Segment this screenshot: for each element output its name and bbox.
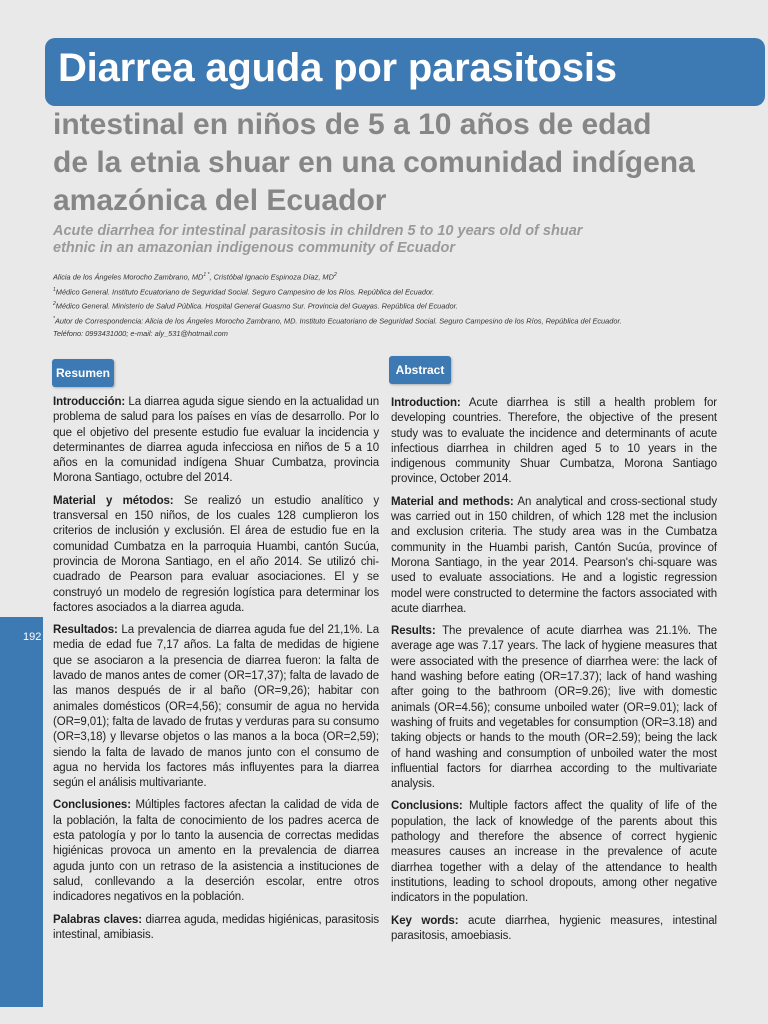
abstract-column — [391, 396, 717, 951]
abstract-section: Results: The prevalence of acute diarrhea was 21.1%. The average age was 7.17 years. The lack of hygiene measures that were associated with the presence of diarrhea were: the lack of hand washing before eating (OR=17.37); lack of hand washing after going to the bathroom (OR=9.26); live with domestic animals (OR=4.56); consume unboiled water (OR=9.01); lack of washing of fruits and vegetables for consumption (OR=3.18) and taking objects or hands to the mouth (OR=2.59); being the lack of hand washing and consumption of unboiled water the most influential factors for diarrhea according to the multivariate analysis. — [391, 625, 717, 791]
page-number: 192 — [23, 631, 42, 643]
title-banner — [45, 38, 765, 106]
resumen-section: Conclusiones: Múltiples factores afectan la calidad de vida de la población, la falta de conocimiento de los padres acerca de esta patología y por lo tanto la ausencia de correctas medidas higiénicas provoca un amento en la prevalencia de diarrea aguda junto con un retraso de la asistencia a instituciones de salud, conllevando a la deserción escolar, entre otros indicadores negativos en la población. — [53, 799, 379, 904]
affiliation-1: $^1$Médico General. Instituto Ecuatoriano de Seguridad Social. Seguro Campesino de los Ríos. República del Ecuador. — [53, 286, 435, 297]
article-title: Diarrea aguda por parasitosis — [58, 46, 617, 90]
affiliation-2: $^2$Médico General. Ministerio de Salud Pública. Hospital General Guasmo Sur. Provincia del Guayas. República del Ecuador. — [53, 301, 458, 311]
contact-info: Teléfono: 0993431000; e-mail: aly_531@hotmail.com — [53, 328, 228, 338]
english-title-line: ethnic in an amazonian indigenous community of Ecuador — [53, 240, 456, 256]
subtitle-line: amazónica del Ecuador — [53, 184, 387, 217]
english-title — [53, 223, 673, 257]
subtitle-line: de la etnia shuar en una comunidad indígena — [53, 146, 695, 179]
resumen-section: Material y métodos: Se realizó un estudio analítico y transversal en 150 niños, de los cuales 128 cumplieron los criterios de inclusión y exclusión. El área de estudio fue en la comunidad Cumbatza en la parroquia Huambi, cantón Sucúa, provincia de Morona Santiago, en el año 2014. Se utilizó chi-cuadrado de Pearson para evaluar asociaciones. El y se construyó un modelo de regresión logística para determinar los factores asociados a la diarrea aguda. — [53, 494, 379, 614]
abstract-keywords: Key words: acute diarrhea, hygienic measures, intestinal parasitosis, amoebiasis. — [391, 914, 717, 942]
article-subtitle — [53, 106, 743, 220]
abstract-section: Conclusions: Multiple factors affect the quality of life of the population, the lack of knowledge of the parents about this pathology and therefore the absence of correct hygienic measures causes an increase in the prevalence of acute diarrhea together with a delay of the attendance to health institutions, leading to school dropouts, among other negative indicators in the population. — [391, 800, 717, 905]
abstract-label: Abstract — [389, 356, 451, 384]
abstract-section: Material and methods: An analytical and cross-sectional study was carried out in 150 children, of which 128 met the inclusion and exclusion criteria. The study area was in the Cumbatza community in the Huambi parish, Cantón Sucúa, province of Morona Santiago, in the year 2014. Pearson's chi-square was used to evaluate associations. He and a logistic regression model were constructed to determine the factors associated with acute diarrhea. — [391, 495, 718, 615]
subtitle-line: intestinal en niños de 5 a 10 años de edad — [53, 108, 652, 141]
resumen-label: Resumen — [52, 359, 114, 387]
resumen-keywords: Palabras claves: diarrea aguda, medidas higiénicas, parasitosis intestinal, amibiasis. — [53, 913, 379, 941]
abstract-section: Introduction: Acute diarrhea is still a health problem for developing countries. Therefore, the objective of the present study was to evaluate the incidence and determinants of acute infectious diarrhea in children aged 5 to 10 years in the indigenous community Shuar Cumbatza, Morona Santiago province, October 2014. — [391, 397, 717, 486]
resumen-section: Introducción: La diarrea aguda sigue siendo en la actualidad un problema de salud para los países en vías de desarrollo. Por lo que el objetivo del presente estudio fue evaluar la incidencia y determinantes de diarrea aguda infecciosa en niños de 5 a 10 años en la comunidad indígena Shuar Cumbatza, provincia Morona Santiago, octubre del 2014. — [53, 396, 379, 485]
page-number-tab — [0, 617, 43, 1007]
corresponding-author: *Autor de Correspondencia: Alicia de los Ángeles Morocho Zambrano, MD. Instituto Ecuatoriano de Seguridad Social. Seguro Campesino de los Ríos, República del Ecuador. — [53, 316, 622, 326]
author-names: Alicia de los Ángeles Morocho Zambrano, $MD^{1 *}$, Cristóbal Ignacio Espinoza Díaz, $MD^2$ — [53, 272, 337, 282]
english-title-line: Acute diarrhea for intestinal parasitosis in children 5 to 10 years old of shuar — [53, 223, 583, 239]
resumen-column — [53, 395, 379, 950]
author-block — [53, 269, 753, 340]
resumen-section: Resultados: La prevalencia de diarrea aguda fue del 21,1%. La media de edad fue 7,17 años. La falta de medidas de higiene que se asociaron a la presencia de diarrea fueron: la falta de lavado de manos antes de comer (OR=17,37); falta de lavado de las manos después de ir al baño (OR=9,26); habitar con animales domésticos (OR=4,56); consumir de agua no hervida (OR=9,01); falta de lavado de frutas y verduras para su consumo (OR=3,18) y llevarse objetos o las manos a la boca (OR=2,59); siendo la falta de lavado de manos junto con el consumo de agua no hervida los factores más influyentes para la diarrea según el análisis multivariante. — [53, 624, 379, 790]
